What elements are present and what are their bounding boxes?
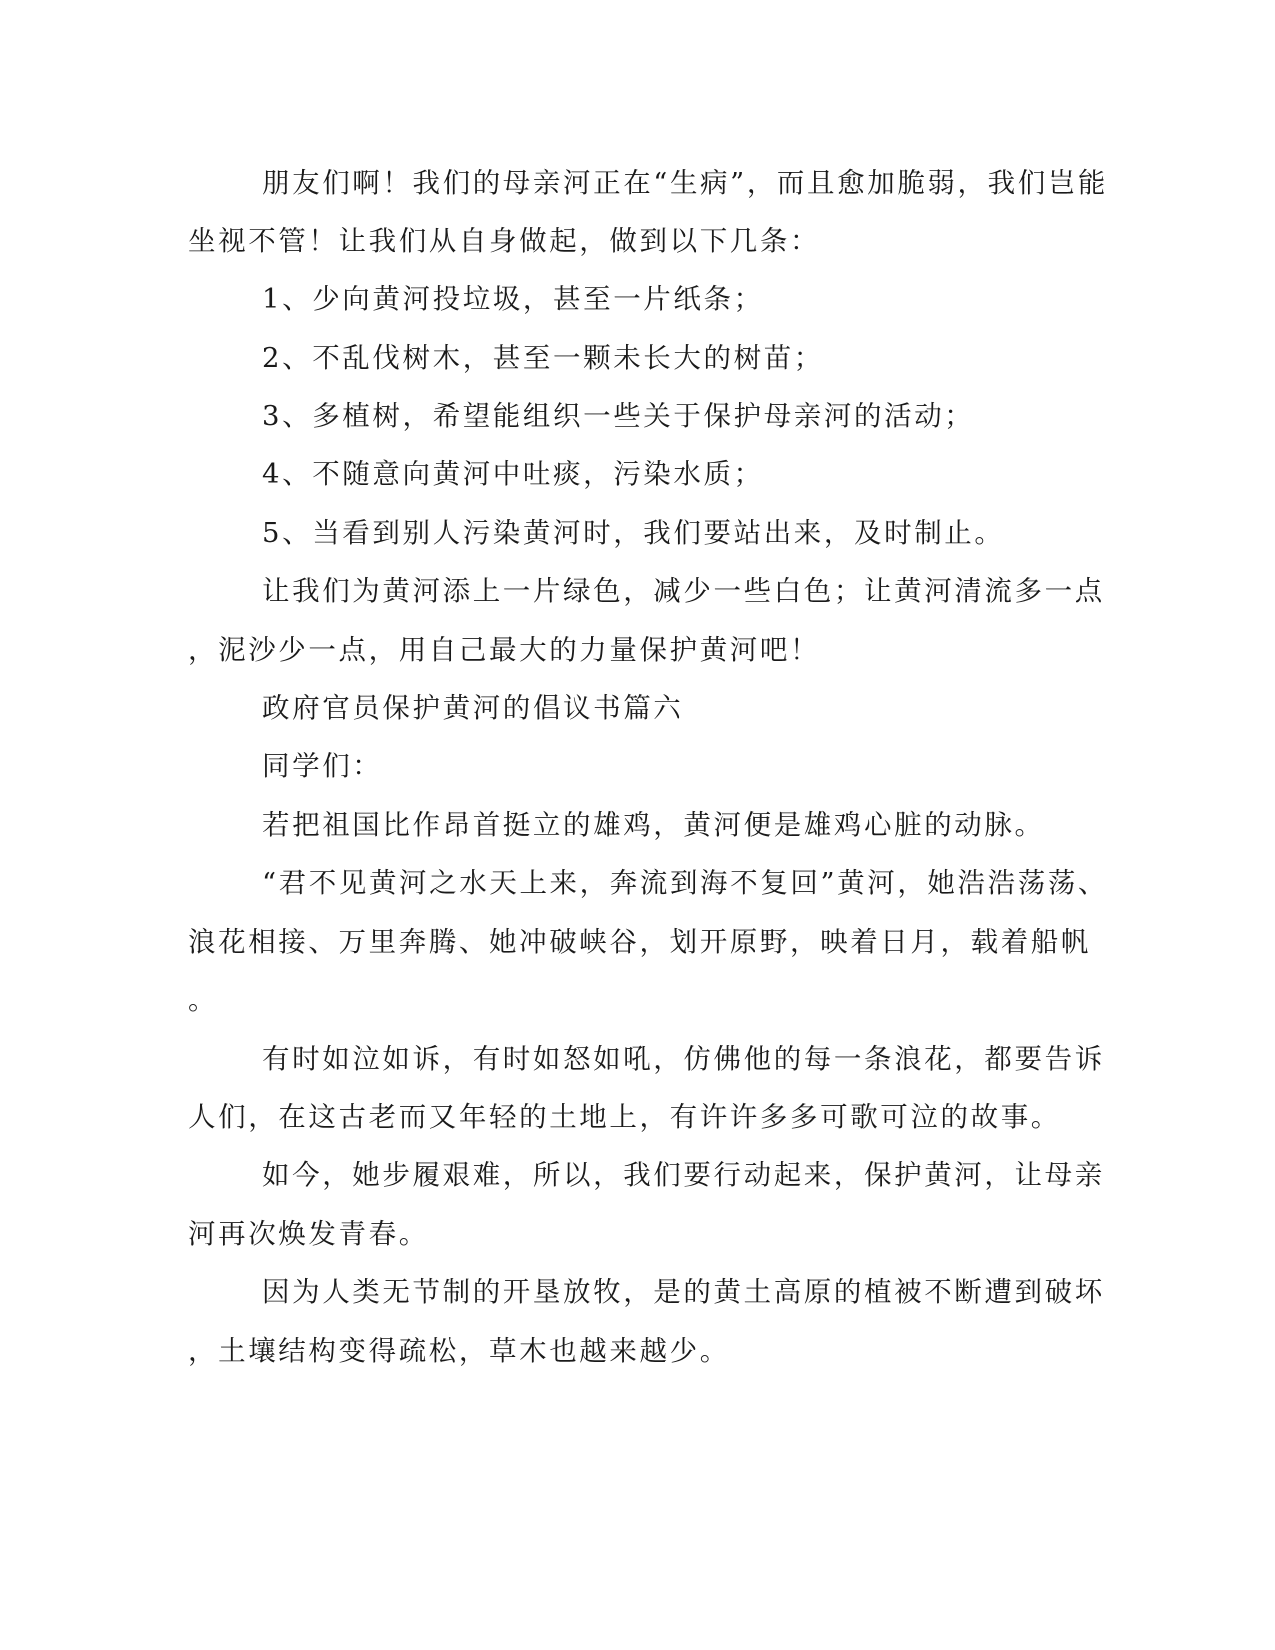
paragraph-line: 因为人类无节制的开垦放牧，是的黄土高原的植被不断遭到破坏	[262, 1276, 1105, 1308]
paragraph-line: 。	[188, 984, 219, 1016]
paragraph-line: ，土壤结构变得疏松，草木也越来越少。	[188, 1335, 730, 1367]
paragraph-line: 若把祖国比作昂首挺立的雄鸡，黄河便是雄鸡心脏的动脉。	[262, 809, 1045, 841]
paragraph-line: 如今，她步履艰难，所以，我们要行动起来，保护黄河，让母亲	[262, 1159, 1105, 1191]
paragraph-line: 有时如泣如诉，有时如怒如吼，仿佛他的每一条浪花，都要告诉	[262, 1043, 1105, 1075]
list-item: 1、少向黄河投垃圾，甚至一片纸条；	[262, 283, 764, 315]
paragraph-line: 坐视不管！让我们从自身做起，做到以下几条：	[188, 225, 821, 257]
paragraph-line: 浪花相接、万里奔腾、她冲破峡谷，划开原野，映着日月，载着船帆	[188, 926, 1091, 958]
paragraph-line: 朋友们啊！我们的母亲河正在“生病”，而且愈加脆弱，我们岂能	[262, 167, 1109, 199]
list-item: 4、不随意向黄河中吐痰，污染水质；	[262, 458, 764, 490]
paragraph-line: 河再次焕发青春。	[188, 1218, 429, 1250]
section-heading: 政府官员保护黄河的倡议书篇六	[262, 692, 684, 724]
list-item: 3、多植树，希望能组织一些关于保护母亲河的活动；	[262, 400, 975, 432]
list-item: 5、当看到别人污染黄河时，我们要站出来，及时制止。	[262, 517, 1005, 549]
list-item: 2、不乱伐树木，甚至一颗未长大的树苗；	[262, 342, 824, 374]
paragraph-line: ，泥沙少一点，用自己最大的力量保护黄河吧！	[188, 634, 821, 666]
paragraph-line: 人们，在这古老而又年轻的土地上，有许许多多可歌可泣的故事。	[188, 1101, 1061, 1133]
paragraph-line: “君不见黄河之水天上来，奔流到海不复回”黄河，她浩浩荡荡、	[262, 867, 1109, 899]
salutation: 同学们：	[262, 750, 383, 782]
paragraph-line: 让我们为黄河添上一片绿色，减少一些白色；让黄河清流多一点	[262, 575, 1105, 607]
